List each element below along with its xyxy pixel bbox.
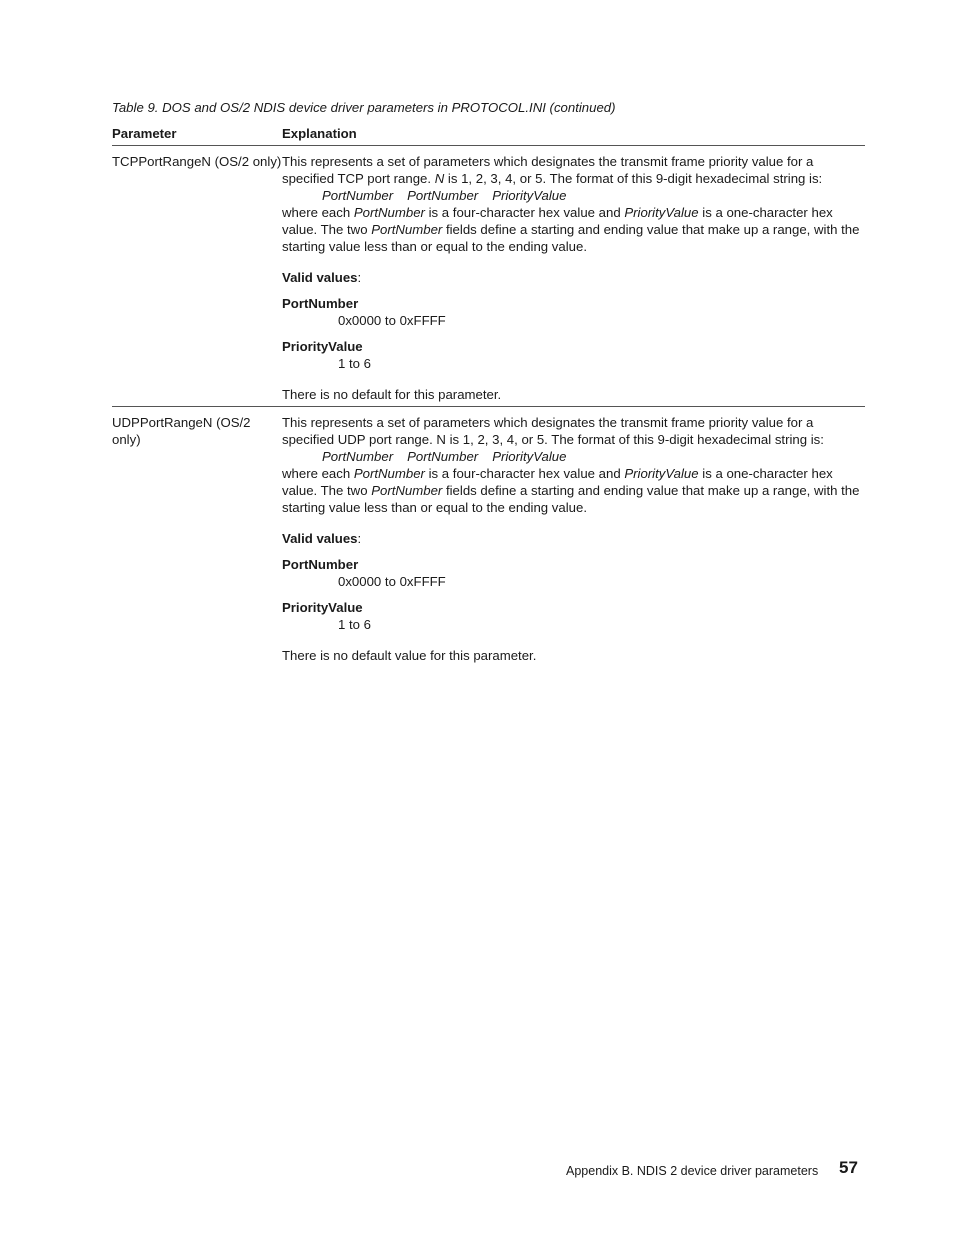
table-row	[112, 407, 865, 664]
default-note: There is no default for this parameter.	[282, 387, 502, 402]
page-footer	[566, 1158, 858, 1180]
term-port-number: PortNumber	[282, 557, 359, 572]
parameter-name: TCPPortRangeN (OS/2 only)	[112, 154, 282, 169]
table-row	[112, 146, 865, 407]
table-caption: Table 9. DOS and OS/2 NDIS device driver parameters in PROTOCOL.INI (continued)	[112, 100, 616, 115]
where-text: where each PortNumber is a four-character hex value and PriorityValue is a one-character hex value. The two PortNumber fields define a starting and ending value that make up a range, with the starting value less than or equal to the ending value.	[282, 466, 860, 515]
explanation-cell	[282, 153, 865, 403]
valid-values-label: Valid values:	[282, 270, 362, 285]
format-line: PortNumber PortNumber PriorityValue	[322, 188, 567, 203]
parameters-table	[112, 125, 865, 664]
page-number: 57	[839, 1158, 858, 1177]
term-port-number: PortNumber	[282, 296, 359, 311]
format-line: PortNumber PortNumber PriorityValue	[322, 449, 567, 464]
footer-text: Appendix B. NDIS 2 device driver parameters	[566, 1164, 819, 1178]
intro-text: This represents a set of parameters which designates the transmit frame priority value for a specified TCP port range. N is 1, 2, 3, 4, or 5. The format of this 9-digit hexadecimal string is:	[282, 154, 823, 186]
default-note: There is no default value for this parameter.	[282, 648, 537, 663]
def-port-number: 0x0000 to 0xFFFF	[338, 574, 446, 589]
header-explanation: Explanation	[282, 126, 357, 141]
header-parameter: Parameter	[112, 126, 177, 141]
table-header	[112, 125, 865, 146]
term-priority-value: PriorityValue	[282, 600, 363, 615]
def-port-number: 0x0000 to 0xFFFF	[338, 313, 446, 328]
where-text: where each PortNumber is a four-character hex value and PriorityValue is a one-character hex value. The two PortNumber fields define a starting and ending value that make up a range, with the starting value less than or equal to the ending value.	[282, 205, 860, 254]
def-priority-value: 1 to 6	[338, 617, 371, 632]
explanation-cell	[282, 414, 865, 664]
intro-text: This represents a set of parameters which designates the transmit frame priority value for a specified UDP port range. N is 1, 2, 3, 4, or 5. The format of this 9-digit hexadecimal string is:	[282, 415, 824, 447]
term-priority-value: PriorityValue	[282, 339, 363, 354]
parameter-name: UDPPortRangeN (OS/2 only)	[112, 415, 251, 447]
def-priority-value: 1 to 6	[338, 356, 371, 371]
valid-values-label: Valid values:	[282, 531, 362, 546]
